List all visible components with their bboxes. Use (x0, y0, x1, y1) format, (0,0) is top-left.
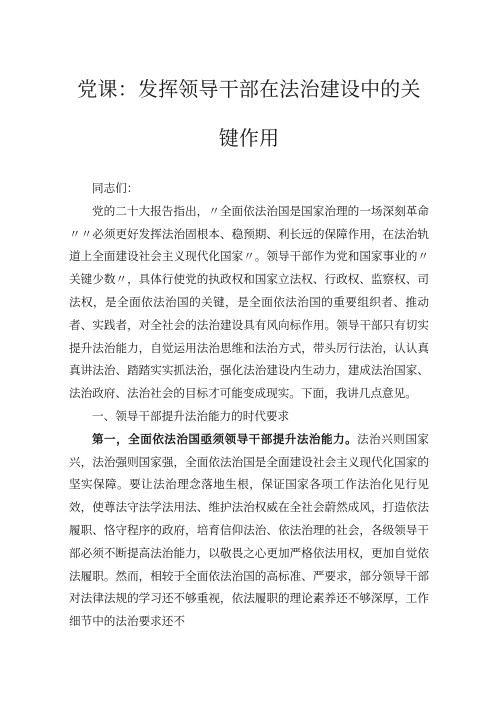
document-body (69, 177, 429, 633)
paragraph-first-point (69, 428, 429, 633)
paragraph-lead-bold: 第一，全面依法治国亟须领导干部提升法治能力。 (92, 431, 358, 446)
document-title-line-1: 党课：发挥领导干部在法治建设中的关 (77, 77, 421, 101)
document-title-line-2: 键作用 (218, 126, 280, 150)
section-heading-1: 一、领导干部提升法治能力的时代要求 (92, 408, 290, 423)
greeting: 同志们： (92, 181, 139, 195)
paragraph-body: 法治兴则国家兴，法治强则国家强，全面依法治国是全面建设社会主义现代化国家的坚实保障。要让法治理念落地生根，保证国家各项工作法治化见行见效，使尊法守法学法用法、维护法治权威在全社会蔚然成风，打造依法履职、恪守程序的政府，培育信仰法治、依法治理的社会，各级领导干部必须不断提高法治能力，以敬畏之心更加严格依法用权，更加自觉依法履职。然而，相较于全面依法治国的高标准、严要求，部分领导干部对法律法规的学习还不够重视，依法履职的理论素养还不够深厚，工作细节中的法治要求还不 (69, 431, 429, 629)
paragraph-intro: 党的二十大报告指出，〃全面依法治国是国家治理的一场深刻革命〃〃必须更好发挥法治固根本、稳预期、利长远的保障作用，在法治轨道上全面建设社会主义现代化国家〃。领导干部作为党和国家事业的〃关键少数〃，具体行使党的执政权和国家立法权、行政权、监察权、司法权，是全面依法治国的关键，是全面依法治国的重要组织者、推动者、实践者，对全社会的法治建设具有风向标作用。领导干部只有切实提升法治能力，自觉运用法治思维和法治方式，带头厉行法治，认认真真讲法治、踏踏实实抓法治，强化法治建设内生动力，建成法治国家、法治政府、法治社会的目标才可能变成现实。下面，我讲几点意见。 (69, 203, 429, 401)
